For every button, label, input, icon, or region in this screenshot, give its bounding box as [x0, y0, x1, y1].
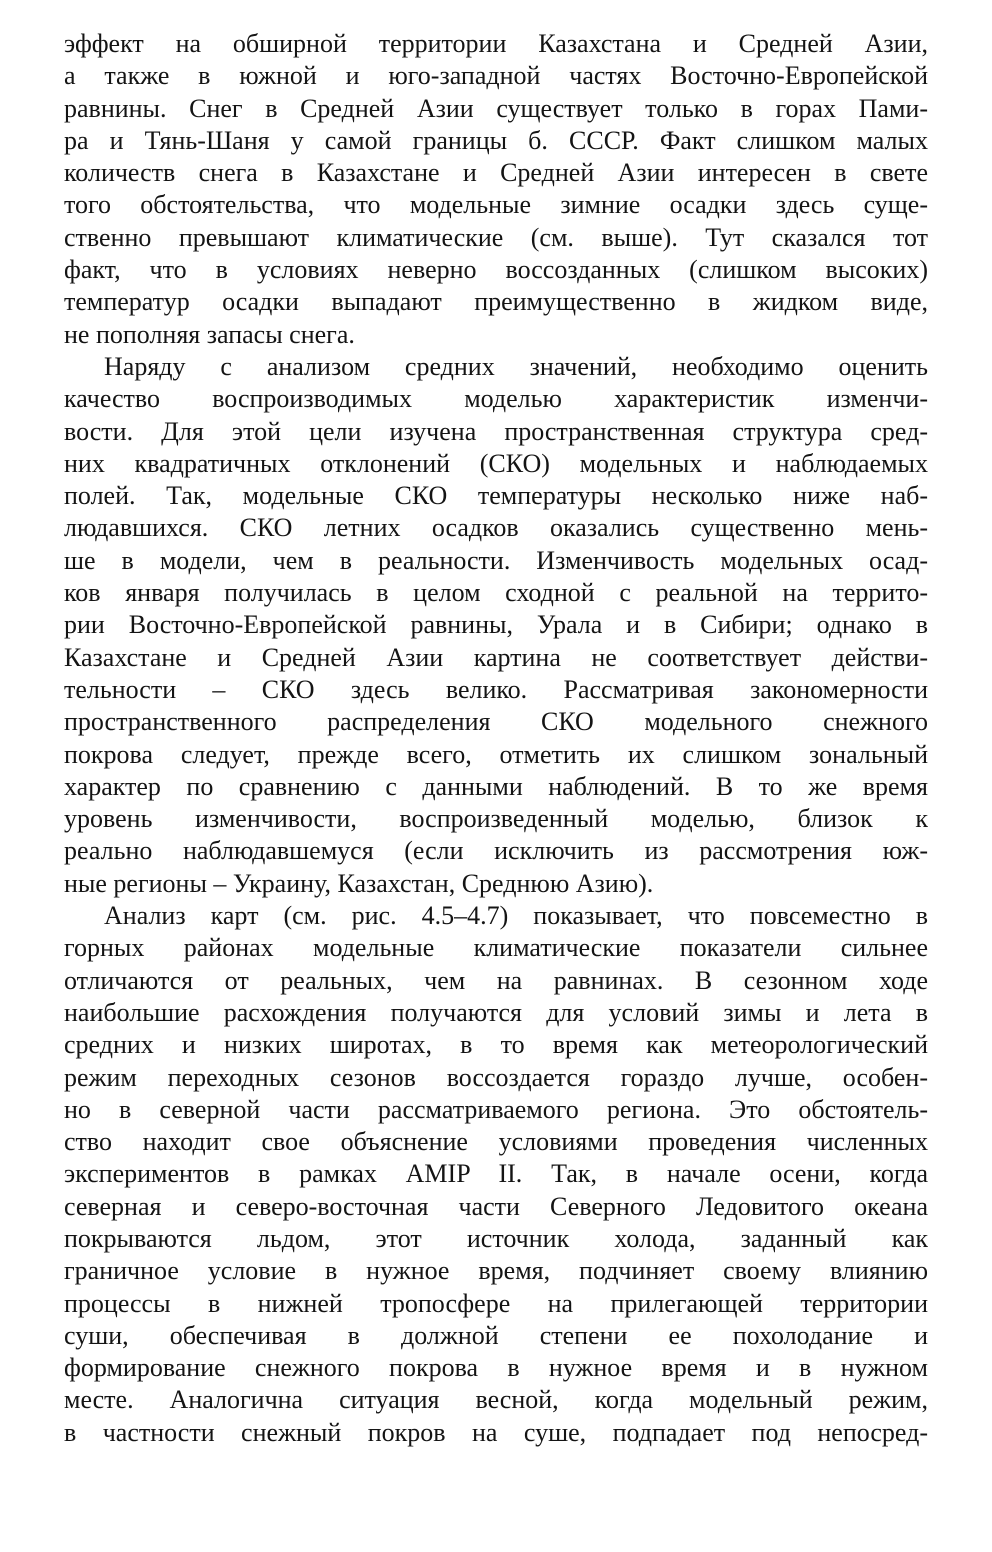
text-line: того обстоятельства, что модельные зимние осадки здесь суще-	[64, 190, 928, 220]
text-line: людавшихся. СКО летних осадков оказались существенно мень-	[64, 513, 928, 543]
text-line: покрываются льдом, этот источник холода, заданный как	[64, 1223, 928, 1253]
text-line: ше в модели, чем в реальности. Изменчивость модельных осад-	[64, 545, 928, 575]
text-line: тельности – СКО здесь велико. Рассматривая закономерности	[64, 674, 928, 704]
text-line: реально наблюдавшемуся (если исключить из рассмотрения юж-	[64, 836, 928, 866]
text-line: качество воспроизводимых моделью характеристик изменчи-	[64, 384, 928, 414]
text-line: температур осадки выпадают преимущественно в жидком виде,	[64, 287, 928, 317]
text-line: в частности снежный покров на суше, подпадает под непосред-	[64, 1417, 928, 1447]
text-line: факт, что в условиях неверно воссозданных (слишком высоких)	[64, 255, 928, 285]
text-line: месте. Аналогична ситуация весной, когда модельный режим,	[64, 1385, 928, 1415]
text-line: не пополняя запасы снега.	[64, 319, 355, 349]
text-line: Наряду с анализом средних значений, необходимо оценить	[104, 351, 928, 381]
text-line: наибольшие расхождения получаются для условий зимы и лета в	[64, 997, 928, 1027]
text-line: вости. Для этой цели изучена пространственная структура сред-	[64, 416, 928, 446]
text-line: экспериментов в рамках AMIP II. Так, в начале осени, когда	[64, 1159, 928, 1189]
text-line: ков января получилась в целом сходной с реальной на террито-	[64, 578, 928, 608]
text-line: горных районах модельные климатические показатели сильнее	[64, 933, 928, 963]
text-line: рии Восточно-Европейской равнины, Урала и в Сибири; однако в	[64, 610, 928, 640]
text-line: уровень изменчивости, воспроизведенный моделью, близок к	[64, 804, 928, 834]
text-line: них квадратичных отклонений (СКО) модельных и наблюдаемых	[64, 448, 928, 478]
text-line: Анализ карт (см. рис. 4.5–4.7) показывает, что повсеместно в	[104, 901, 928, 931]
text-line: ство находит свое объяснение условиями проведения численных	[64, 1127, 928, 1157]
text-line: а также в южной и юго-западной частях Восточно-Европейской	[64, 61, 928, 91]
text-line: режим переходных сезонов воссоздается гораздо лучше, особен-	[64, 1062, 928, 1092]
text-line: суши, обеспечивая в должной степени ее похолодание и	[64, 1320, 928, 1350]
text-line: ственно превышают климатические (см. выше). Тут сказался тот	[64, 222, 928, 252]
text-line: пространственного распределения СКО модельного снежного	[64, 707, 928, 737]
text-line: но в северной части рассматриваемого региона. Это обстоятель-	[64, 1094, 928, 1124]
text-line: ные регионы – Украину, Казахстан, Среднюю Азию).	[64, 868, 654, 898]
text-line: формирование снежного покрова в нужное время и в нужном	[64, 1353, 928, 1383]
text-line: покрова следует, прежде всего, отметить их слишком зональный	[64, 739, 928, 769]
text-line: полей. Так, модельные СКО температуры несколько ниже наб-	[64, 481, 928, 511]
text-line: количеств снега в Казахстане и Средней Азии интересен в свете	[64, 158, 928, 188]
text-line: отличаются от реальных, чем на равнинах. В сезонном ходе	[64, 965, 928, 995]
text-line: северная и северо-восточная части Северного Ледовитого океана	[64, 1191, 928, 1221]
text-line: процессы в нижней тропосфере на прилегающей территории	[64, 1288, 928, 1318]
text-line: средних и низких широтах, в то время как метеорологический	[64, 1030, 928, 1060]
text-line: Казахстане и Средней Азии картина не соответствует действи-	[64, 642, 928, 672]
text-line: граничное условие в нужное время, подчиняет своему влиянию	[64, 1256, 928, 1286]
text-line: ра и Тянь-Шаня у самой границы б. СССР. Факт слишком малых	[64, 125, 928, 155]
text-line: характер по сравнению с данными наблюдений. В то же время	[64, 771, 928, 801]
text-line: эффект на обширной территории Казахстана и Средней Азии,	[64, 29, 928, 58]
document-page	[64, 28, 928, 1449]
text-line: равнины. Снег в Средней Азии существует только в горах Пами-	[64, 93, 928, 123]
